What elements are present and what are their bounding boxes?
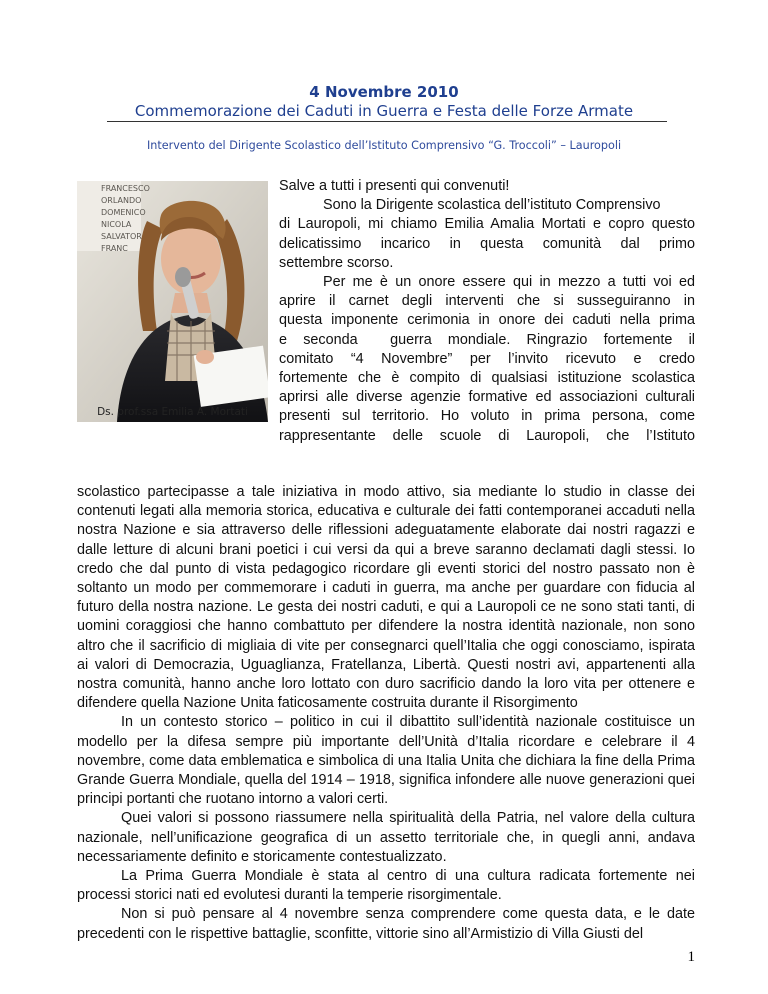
plaque-name: NICOLA: [101, 220, 132, 229]
paragraph: In un contesto storico – politico in cui il dibattito sull’identità nazionale costituisce un modello per la difesa sempre più importante dell’Unità d’Italia ricordare e celebrare il 4 novembre, come data emblematica e simbolica di una Italia Unita che dichiara la fine della Prima Grande Guerra Mondiale, quella del 1914 – 1918, significa infondere alle nuove generazioni quei principi portanti che ruotano intorno a valori certi.: [77, 714, 695, 808]
paragraph: scolastico partecipasse a tale iniziativa in modo attivo, sia mediante lo studio in classe dei contenuti legati alla memoria storica, educativa e culturale dei fatti contemporanei accaduti nella nostra Nazione e sia attraverso delle riflessioni adeguatamente elaborate dai nostri ragazzi e dalle letture di alcuni brani poetici i cui versi da qui a breve saranno declamati dagli stessi. Io credo che dal punto di vista pedagogico ricordare gli eventi storici del nostro passato non è soltanto un modo per commemorare i caduti in guerra, ma anche per guardare con fiducia al futuro della nostra nazione. Le gesta dei nostri caduti, e qui a Lauropoli ce ne sono stati tanti, di uomini coraggiosi che hanno combattuto per difendere la nostra identità nazionale, non sono altro che il sacrificio di migliaia di vite per consegnarci quell’Italia che oggi conosciamo, ispirata ai valori di Democrazia, Uguaglianza, Fratellanza, Libertà. Questi nostri avi, appartenenti alla nostra comunità, hanno anche loro lottato con duro sacrificio dando la loro vita per ottenere e difendere quella Nazione Unita faticosamente costruita durante il Risorgimento: [77, 484, 695, 712]
speaker-photo: [77, 181, 268, 422]
document-title: Commemorazione dei Caduti in Guerra e Festa delle Forze Armate: [134, 102, 634, 120]
photo-caption: Ds. prof.ssa Emilia A. Mortati: [97, 406, 248, 418]
page-number: 1: [687, 949, 695, 965]
text-line: presenti sul territorio. Ho voluto in prima persona, come: [279, 408, 695, 425]
plaque-name: SALVATOR: [101, 232, 142, 241]
text-line: questa imponente cerimonia in onore dei caduti nella prima: [279, 312, 695, 329]
text-line: Per me è un onore essere qui in mezzo a tutti voi ed: [323, 274, 695, 291]
text-line: Sono la Dirigente scolastica dell’istituto Comprensivo: [323, 197, 661, 214]
intro-text-beside-photo: [279, 177, 695, 446]
text-line: comitato “4 Novembre” per l’invito ricevuto e credo: [279, 350, 695, 367]
main-text: [77, 483, 695, 944]
text-line: aprire il carnet degli interventi che si susseguiranno in: [279, 293, 695, 310]
text-line: rappresentante delle scuole di Lauropoli, che l’Istituto: [279, 427, 695, 444]
text-line: fortemente che è compito di qualsiasi istituzione scolastica: [279, 370, 695, 387]
plaque-name: DOMENICO: [101, 208, 146, 217]
plaque-name: FRANCESCO: [101, 184, 150, 193]
speaker-photo-illustration: [77, 181, 268, 422]
text-line: Salve a tutti i presenti qui convenuti!: [279, 178, 510, 194]
paragraph: La Prima Guerra Mondiale è stata al centro di una cultura radicata fortemente nei processi storici nati ed evolutesi duranti la temperie risorgimentale.: [77, 868, 695, 904]
paragraph: Non si può pensare al 4 novembre senza comprendere come questa data, e le date precedenti con le rispettive battaglie, sconfitte, vittorie sino all’Armistizio di Villa Giusti del: [77, 906, 695, 942]
text-line: settembre scorso.: [279, 254, 394, 271]
text-line: aprirsi alle diverse agenzie formative ed associazioni culturali: [279, 389, 695, 406]
title-underline-rule: [107, 121, 667, 122]
document-subtitle: Intervento del Dirigente Scolastico dell’Istituto Comprensivo “G. Troccoli” – Lauropoli: [146, 139, 622, 152]
paragraph: Quei valori si possono riassumere nella spiritualità della Patria, nel valore della cultura nazionale, nell’unificazione geografica di un assetto territoriale che, in quegli anni, andava necessariamente definito e storicamente contestualizzato.: [77, 810, 695, 865]
plaque-name: FRANC: [101, 244, 128, 253]
text-line: di Lauropoli, mi chiamo Emilia Amalia Mortati e copro questo: [279, 216, 695, 233]
text-line: e seconda guerra mondiale. Ringrazio fortemente il: [279, 331, 695, 348]
plaque-name: ORLANDO: [101, 196, 142, 205]
document-date-heading: 4 Novembre 2010: [309, 83, 459, 101]
text-line: delicatissimo incarico in questa comunità dal primo: [279, 235, 695, 252]
